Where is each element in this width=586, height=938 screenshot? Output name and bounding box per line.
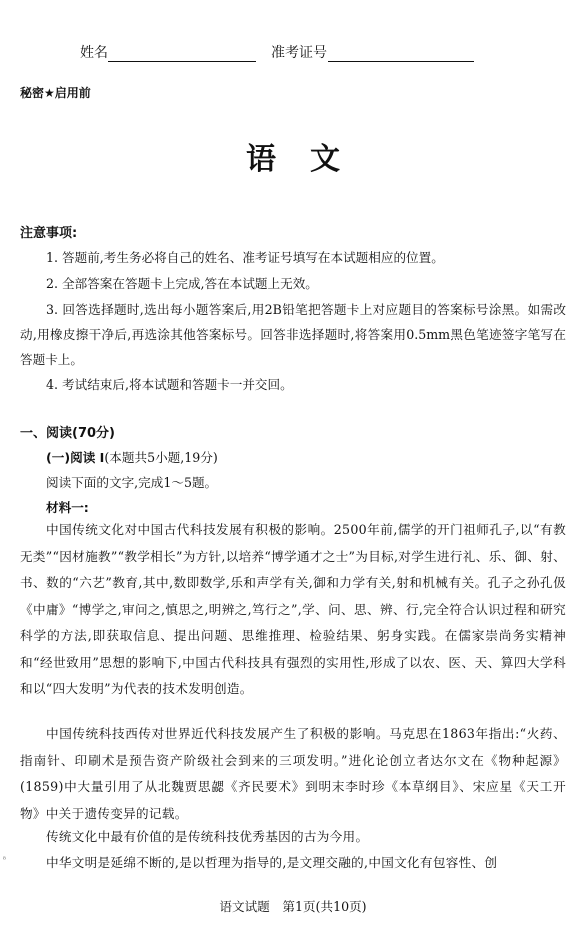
subsection-points: (本题共5小题,19分) [104,450,218,465]
exam-id-field[interactable] [328,45,474,62]
name-label: 姓名 [80,45,108,61]
reading-instruction: 阅读下面的文字,完成1～5题。 [46,475,218,490]
notice-item-3: 3. 回答选择题时,选出每小题答案后,用2B铅笔把答题卡上对应题目的答案标号涂黑。如需改动,用橡皮擦干净后,再选涂其他答案标号。回答非选择题时,将答案用0.5mm黑色笔迹签字笔写在答题卡上。 [20,302,566,367]
secret-mark: 秘密★启用前 [20,86,91,100]
candidate-info-line [0,44,586,66]
section-heading: 一、阅读(70分) [20,426,115,441]
notice-heading: 注意事项: [20,226,78,241]
notice-item-2: 2. 全部答案在答题卡上完成,答在本试题上无效。 [46,276,318,291]
name-field[interactable] [108,45,256,62]
paragraph-1: 中国传统文化对中国古代科技发展有积极的影响。2500年前,儒学的开门祖师孔子,以“有教无类”“因材施教”“教学相长”为方针,以培养“博学通才之士”为目标,对学生进行礼、乐、御、射、书、数的“六艺”教育,其中,数即数学,乐和声学有关,御和力学有关,射和机械有关。孔子之孙孔伋《中庸》“博学之,审问之,慎思之,明辨之,笃行之”,学、问、思、辨、行,完全符合认识过程和研究科学的方法,即获取信息、提出问题、思维推理、检验结果、躬身实践。在儒家崇尚务实精神和“经世致用”思想的影响下,中国古代科技具有强烈的实用性,形成了以农、医、天、算四大学科和以“四大发明”为代表的技术发明创造。 [20,522,566,696]
margin-mark: ⁸ [3,856,6,864]
exam-id-label: 准考证号 [271,45,327,61]
material-label: 材料一: [46,500,89,515]
page-title: 语文 [246,142,374,177]
page-footer: 语文试题 第1页(共10页) [219,899,367,914]
notice-item-4: 4. 考试结束后,将本试题和答题卡一并交回。 [46,377,293,392]
subsection-heading [46,447,218,466]
subsection-title: (一)阅读 I [46,450,105,465]
paragraph-4: 中华文明是延绵不断的,是以哲理为指导的,是文理交融的,中国文化有包容性、创 [46,855,498,870]
notice-item-1: 1. 答题前,考生务必将自己的姓名、准考证号填写在本试题相应的位置。 [46,250,444,265]
paragraph-3: 传统文化中最有价值的是传统科技优秀基因的古为今用。 [46,829,369,844]
paragraph-2: 中国传统科技西传对世界近代科技发展产生了积极的影响。马克思在1863年指出:“火药、指南针、印刷术是预告资产阶级社会到来的三项发明。”进化论创立者达尔文在《物种起源》(1859)中大量引用了从北魏贾思勰《齐民要术》到明末李时珍《本草纲目》、宋应星《天工开物》中关于遗传变异的记载。 [20,726,566,821]
